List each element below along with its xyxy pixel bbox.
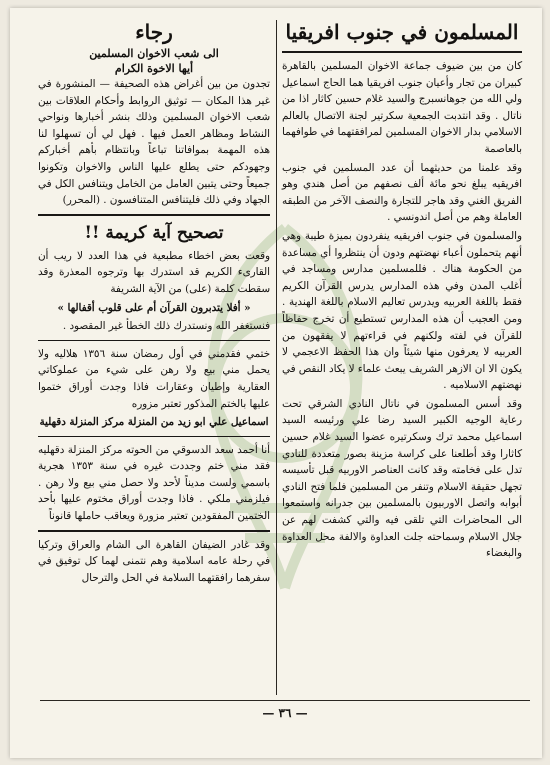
travel-note: وقد غادر الضيفان القاهرة الى الشام والعراق وتركيا في رحلة عامه اسلامية وهم نتمنى لهما كل توفيق في سفرهما رافقتهما السلامة في الحل والترحال (38, 538, 270, 584)
lost-seal-notice: أنا أحمد سعد الدسوقي من الحوته مركز المنزلة دقهليه فقد مني ختم وجددت غيره في سنة ١٣٥٣ هجرية باسمي ولست مديناً لأحد ولا حصل مني بيع ولا رهن . فيلزمني ملكي . فاذا وجدت أوراق مختوم عليها بأحد الختمين المفقودين تعتبر مزورة ويعاقب حاملها قانوناً (38, 443, 270, 523)
column-divider (276, 20, 277, 695)
plea-subtitle: الى شعب الاخوان المسلمين (89, 47, 219, 60)
paragraph: كان من بين ضيوف جماعة الاخوان المسلمين بالقاهرة كبيران من تجار وأعيان جنوب افريقيا هما الحاج اسماعيل ولي الله من جوهانسبرج والسيد غلام حسين كاثار اذا من ناتال . وقد انتدبت الجمعية سكرتير لجنة الاتصال بالعالم الاسلامي بدار الاخوان المسلمين لمرافقتهما في طوافهما بالعاصمة (282, 60, 522, 155)
correction-closing: فنستغفر الله ونستدرك ذلك الخطأ غير المقصود . (62, 320, 270, 333)
newspaper-page (10, 8, 542, 758)
section-rule (38, 214, 270, 216)
paragraph: وقد علمنا من حديثهما أن عدد المسلمين في جنوب افريقيه يبلغ نحو مائة ألف نصفهم من أصل هندي وهو الفريق الغني وقد هاجر للتجارة والنصف الآخر من الطبقه العاملة وهم من أصل اندونسي . (282, 161, 522, 224)
plea-body: تجدون من بين أغراض هذه الصحيفة — المنشورة في غير هذا المكان — توثيق الروابط وأحكام العلاقات بين شعب الاخوان المسلمين وذلك بنشر أخبارها ونواحي النشاط ومظاهر العمل فيها . فهل لي أن تسهلوا لنا هذه المهمة بموافاتنا تباعاً وبانتظام بأهم أخباركم وجهودكم حتى يطلع عليها الناس والاخوان وتكونوا جميعاً وحتى يتبين العامل من الخامل ويتنافس الكل في الجهاد وفي ذلك فليتنافس المتنافسون . (المحرر) (38, 78, 270, 207)
page-footer (10, 698, 550, 720)
title-rule (282, 51, 522, 53)
article-title: المسلمون في جنوب افريقيا (285, 20, 519, 44)
notice-signature: اسماعيل علي ابو زيد من المنزلة مركز المنزلة دقهلية (39, 416, 269, 429)
section-rule (38, 530, 270, 532)
lost-seal-notice: ختمي فقدمني في أول رمضان سنة ١٣٥٦ هلاليه ولا يحمل مني بيع ولا رهن على شيء من عملوكاتي العقارية وإطيان وعقارات فاذا وجدت أوراق ختموا عليها بالختم المذكور تعتبر مزوره (38, 347, 270, 410)
paragraph: والمسلمون في جنوب افريقيه ينفردون بميزة طيبة وهي أنهم يتحملون أعباء نهضتهم ودون أن ينتظروا أي مساعدة من الحكومة هناك . فللمسلمين مدارس ومساجد في أغلب المدن وفي هذه المدارس يدرس القرآن الكريم فقط باللغة العربيه ويدرس تعاليم الاسلام باللغة الهندية . ومن العجيب أن هذه المدارس تستطيع أن تخرج حفاظاً للقرآن في لفته ولكنهم في قراءتهم لا يفقهون من العربيه لا يعرفون منها شيئاً وان هذا الحفظ الاعجمي لا يكون الا ان الازهر الشريف يبعث علماء لا يكاد النقص في نهضتهم الاسلاميه . (282, 229, 522, 392)
right-column-article (282, 18, 522, 564)
left-column (38, 18, 270, 588)
correction-body: وقعت بعض اخطاء مطبعية في هذا العدد لا ريب أن القارىء الكريم قد استدرك بها وترجوه المعذرة وقد سقطت كلمة (على) من الآية الشريفة (38, 249, 270, 295)
paragraph: وقد أسس المسلمون في ناتال النادي الشرقي تحت رعاية الوجيه الكبير السيد رضا علي ورئيسه السيد اسماعيل محمد ترك وسكرتيره عضوا السيد غلام حسين كاثارا وقد أطلعنا على كراسة مزينة بصور متعددة للنادي تدل على فخامته وقد كانت العناصر الاوربيه قبل تأسيسه تجهل حقيقة الاسلام وتنفر من المسلمين فلما فتح النادي أبوابه واتصل الاوربيون بالمسلمين بين جدرانه واستمعوا الى المحاضرات التي تلقى فيه والتي كشفت لهم عن جلال الاسلام وسماحته جلت العداوة والالفة محل العداوة والبغضاء (282, 397, 522, 560)
verse-quote: « أفلا يتدبرون القرآن أم على قلوب أقفالها » (57, 301, 251, 314)
plea-title: رجاء (135, 20, 173, 44)
page-number: — ٣٦ — (262, 706, 308, 720)
plea-greeting: أيها الاخوة الكرام (114, 62, 194, 75)
notice-rule (38, 436, 270, 437)
notice-rule (38, 340, 270, 341)
correction-title: تصحيح آية كريمة !! (84, 222, 224, 243)
